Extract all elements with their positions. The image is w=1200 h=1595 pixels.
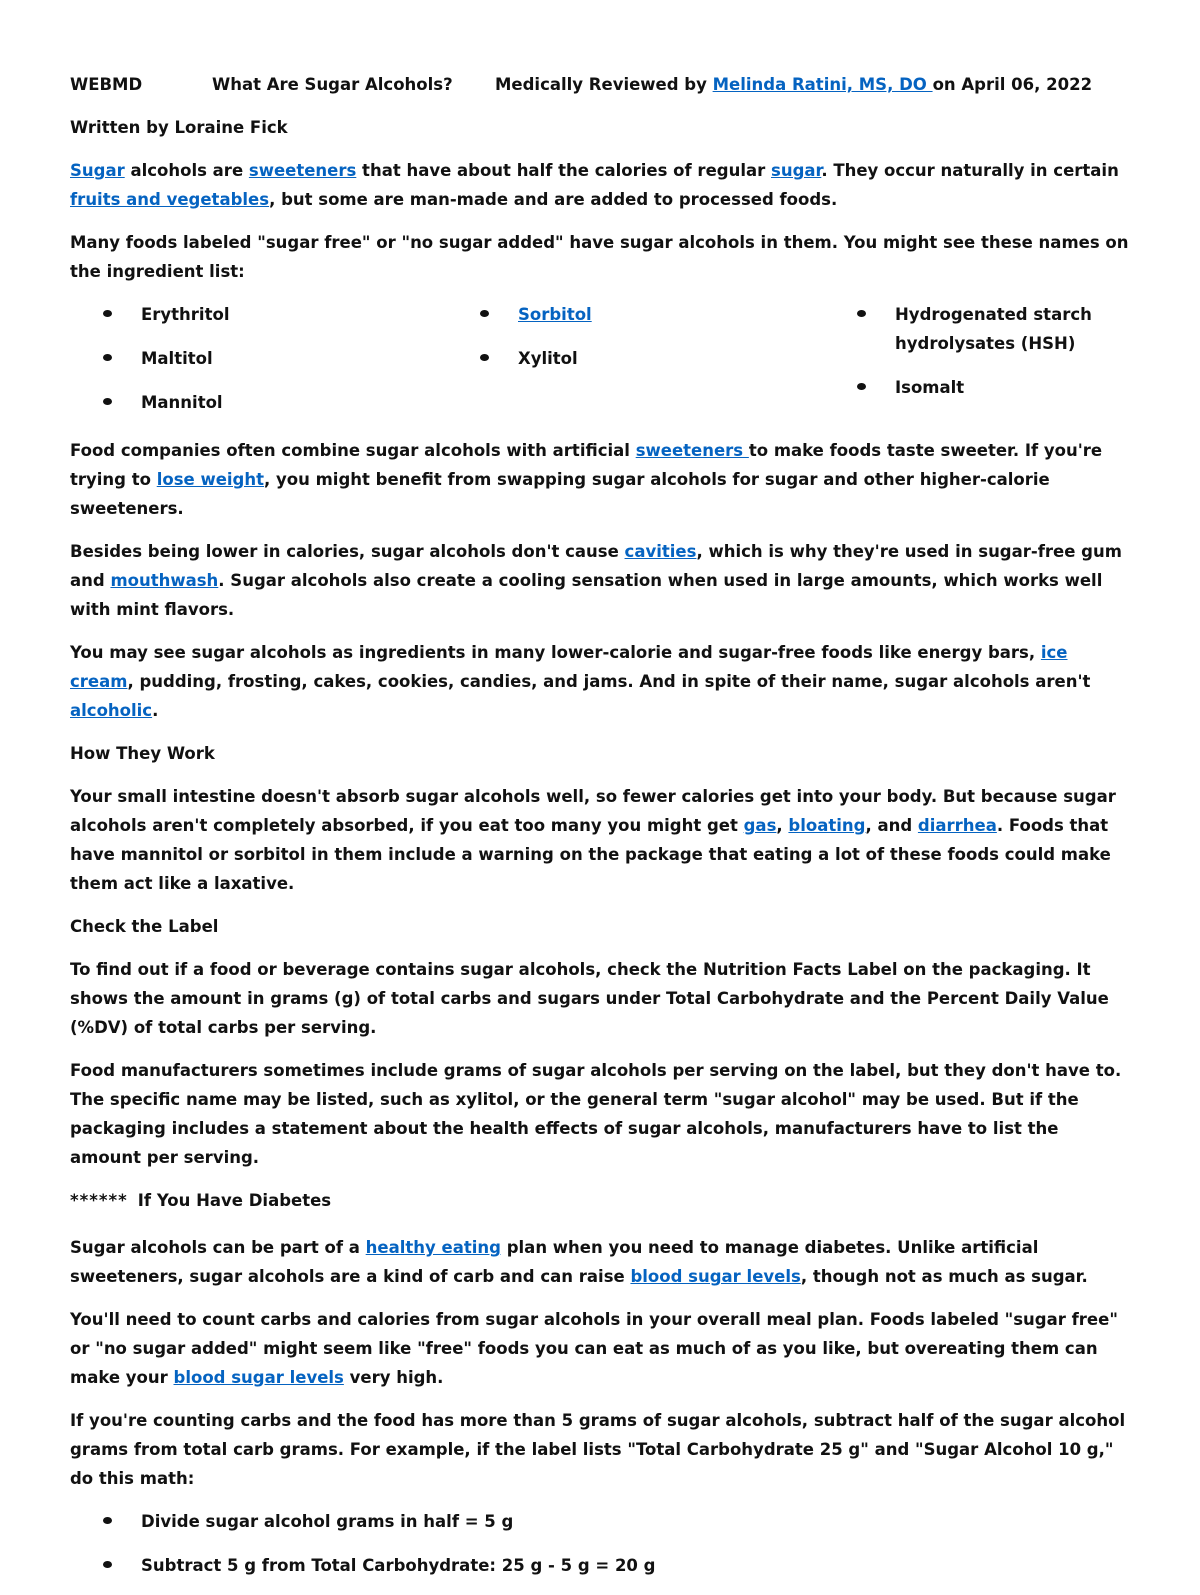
list-item: Xylitol bbox=[447, 344, 824, 373]
link-alcoholic[interactable]: alcoholic bbox=[70, 701, 153, 720]
ingredient-column-1 bbox=[70, 300, 447, 432]
link-sugar-2[interactable]: sugar bbox=[771, 161, 822, 180]
diabetes-paragraph: Sugar alcohols can be part of a healthy eating plan when you need to manage diabetes. Unlike artificial sweeteners, sugar alcohols are a kind of carb and can raise blood sugar levels, though not as much as sugar. bbox=[70, 1238, 1088, 1286]
heading-stars: ****** bbox=[70, 1191, 128, 1210]
list-item: Subtract 5 g from Total Carbohydrate: 25 g - 5 g = 20 g bbox=[70, 1551, 1135, 1580]
link-blood-sugar-levels-2[interactable]: blood sugar levels bbox=[173, 1368, 344, 1387]
document-header bbox=[70, 70, 1135, 99]
ingredient-column-3 bbox=[824, 300, 1104, 432]
reviewed-date: on April 06, 2022 bbox=[932, 75, 1093, 94]
link-ice-cream[interactable]: ice cream bbox=[70, 643, 1068, 691]
document-page bbox=[70, 70, 1135, 1595]
list-item bbox=[447, 300, 824, 329]
list-item: Divide sugar alcohol grams in half = 5 g bbox=[70, 1507, 1135, 1536]
link-gas[interactable]: gas bbox=[743, 816, 777, 835]
link-sweeteners-2[interactable]: sweeteners bbox=[635, 441, 749, 460]
intro-paragraph: Sugar alcohols are sweeteners that have about half the calories of regular sugar. They occur naturally in certain fruits and vegetables, but some are man-made and are added to processed foods. bbox=[70, 161, 1119, 209]
byline: Written by Loraine Fick bbox=[70, 118, 288, 137]
link-diarrhea[interactable]: diarrhea bbox=[917, 816, 997, 835]
ingredients-paragraph: You may see sugar alcohols as ingredients in many lower-calorie and sugar-free foods like energy bars, ice cream, pudding, frosting, cakes, cookies, candies, and jams. And in spite of their name, sugar alcohols aren't alcoholic. bbox=[70, 643, 1091, 720]
heading-diabetes: ****** If You Have Diabetes bbox=[70, 1191, 332, 1210]
link-lose-weight[interactable]: lose weight bbox=[156, 470, 265, 489]
manufacturers-paragraph: Food manufacturers sometimes include grams of sugar alcohols per serving on the label, but they don't have to. The specific name may be listed, such as xylitol, or the general term "sugar alcohol" may be used. But if the packaging includes a statement about the health effects of sugar alcohols, manufacturers have to list the amount per serving. bbox=[70, 1061, 1122, 1167]
names-paragraph: Many foods labeled "sugar free" or "no sugar added" have sugar alcohols in them. You might see these names on the ingredient list: bbox=[70, 233, 1129, 281]
food-companies-paragraph: Food companies often combine sugar alcohols with artificial sweeteners to make foods taste sweeter. If you're trying to lose weight, you might benefit from swapping sugar alcohols for sugar and other higher-calorie sweeteners. bbox=[70, 441, 1103, 518]
absorption-paragraph: Your small intestine doesn't absorb sugar alcohols well, so fewer calories get into your body. But because sugar alcohols aren't completely absorbed, if you eat too many you might get gas, bloating, and diarrhea. Foods that have mannitol or sorbitol in them include a warning on the package that eating a lot of these foods could make them act like a laxative. bbox=[70, 787, 1116, 893]
link-blood-sugar-levels[interactable]: blood sugar levels bbox=[630, 1267, 801, 1286]
link-mouthwash[interactable]: mouthwash bbox=[110, 571, 219, 590]
counting-carbs-paragraph: If you're counting carbs and the food has more than 5 grams of sugar alcohols, subtract half of the sugar alcohol grams from total carb grams. For example, if the label lists "Total Carbohydrate 25 g" and "Sugar Alcohol 10 g," do this math: bbox=[70, 1411, 1126, 1488]
cavities-paragraph: Besides being lower in calories, sugar alcohols don't cause cavities, which is why they're used in sugar-free gum and mouthwash. Sugar alcohols also create a cooling sensation when used in large amounts, which works well with mint flavors. bbox=[70, 542, 1122, 619]
list-item: Maltitol bbox=[70, 344, 447, 373]
link-healthy-eating[interactable]: healthy eating bbox=[365, 1238, 501, 1257]
ingredient-column-2 bbox=[447, 300, 824, 432]
link-sugar[interactable]: Sugar bbox=[70, 161, 125, 180]
link-bloating[interactable]: bloating bbox=[788, 816, 866, 835]
site-name: WEBMD bbox=[70, 75, 143, 94]
math-steps-list bbox=[70, 1507, 1135, 1580]
article-title: What Are Sugar Alcohols? bbox=[212, 75, 453, 94]
ingredient-list bbox=[70, 300, 1135, 432]
nutrition-label-paragraph: To find out if a food or beverage contains sugar alcohols, check the Nutrition Facts Label on the packaging. It shows the amount in grams (g) of total carbs and sugars under Total Carbohydrate and the Percent Daily Value (%DV) of total carbs per serving. bbox=[70, 960, 1109, 1037]
list-item: Isomalt bbox=[824, 373, 1104, 402]
meal-plan-paragraph: You'll need to count carbs and calories from sugar alcohols in your overall meal plan. Foods labeled "sugar free" or "no sugar added" might seem like "free" foods you can eat as much of as you like, but overeating them can make your blood sugar levels very high. bbox=[70, 1310, 1118, 1387]
list-item: Hydrogenated starch hydrolysates (HSH) bbox=[824, 300, 1104, 358]
list-item: Erythritol bbox=[70, 300, 447, 329]
link-cavities[interactable]: cavities bbox=[624, 542, 697, 561]
review-line bbox=[495, 70, 1092, 99]
reviewer-link[interactable]: Melinda Ratini, MS, DO bbox=[712, 75, 933, 94]
heading-how-they-work: How They Work bbox=[70, 744, 215, 763]
list-item: Mannitol bbox=[70, 388, 447, 417]
link-fruits-vegetables[interactable]: fruits and vegetables bbox=[70, 190, 270, 209]
reviewed-prefix: Medically Reviewed by bbox=[495, 75, 707, 94]
link-sorbitol[interactable]: Sorbitol bbox=[518, 305, 592, 324]
heading-check-label: Check the Label bbox=[70, 917, 219, 936]
link-sweeteners[interactable]: sweeteners bbox=[248, 161, 357, 180]
